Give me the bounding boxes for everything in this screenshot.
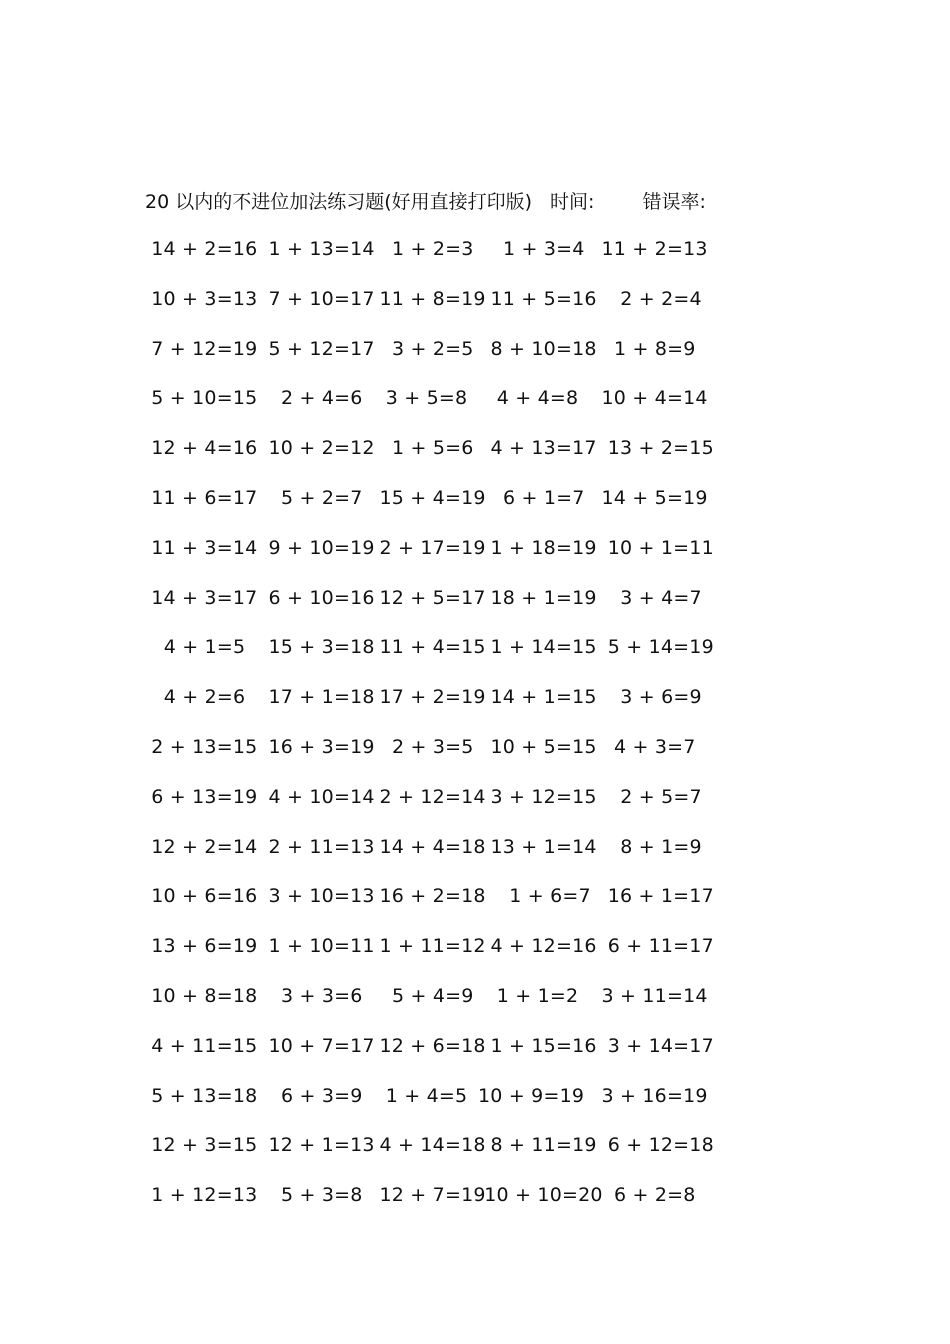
problem-row bbox=[145, 881, 714, 931]
problem-row bbox=[145, 1180, 705, 1230]
addition-problem: 10 + 4=14 bbox=[589, 387, 708, 410]
time-label: 时间: bbox=[550, 190, 595, 213]
addition-problem: 11 + 2=13 bbox=[589, 238, 708, 260]
addition-problem: 5 + 10=15 bbox=[145, 387, 258, 410]
addition-problem: 3 + 16=19 bbox=[589, 1084, 708, 1107]
addition-problem: 3 + 5=8 bbox=[367, 387, 468, 410]
addition-problem: 12 + 1=13 bbox=[256, 1134, 375, 1157]
problem-row bbox=[145, 632, 714, 682]
addition-problem: 10 + 1=11 bbox=[589, 536, 714, 559]
addition-problem: 15 + 3=18 bbox=[256, 636, 375, 659]
addition-problem: 13 + 2=15 bbox=[589, 437, 714, 460]
addition-problem: 16 + 3=19 bbox=[256, 735, 375, 758]
addition-problem: 16 + 2=18 bbox=[367, 885, 486, 908]
addition-problem: 1 + 3=4 bbox=[478, 238, 585, 260]
addition-problem: 1 + 14=15 bbox=[478, 636, 597, 659]
addition-problem: 1 + 8=9 bbox=[589, 337, 696, 360]
problem-row bbox=[145, 383, 708, 433]
addition-problem: 2 + 13=15 bbox=[145, 735, 258, 758]
addition-problem: 5 + 2=7 bbox=[256, 486, 363, 509]
addition-problem: 4 + 1=5 bbox=[145, 636, 246, 659]
addition-problem: 6 + 12=18 bbox=[589, 1134, 714, 1157]
addition-problem: 4 + 10=14 bbox=[256, 785, 375, 808]
addition-problem: 14 + 3=17 bbox=[145, 586, 258, 609]
addition-problem: 2 + 11=13 bbox=[256, 835, 375, 858]
addition-problem: 4 + 12=16 bbox=[478, 935, 597, 958]
addition-problem: 8 + 1=9 bbox=[589, 835, 702, 858]
addition-problem: 10 + 7=17 bbox=[256, 1034, 375, 1057]
addition-problem: 1 + 2=3 bbox=[367, 238, 474, 260]
addition-problem: 6 + 3=9 bbox=[256, 1084, 363, 1107]
problem-row bbox=[145, 583, 705, 633]
addition-problem: 5 + 3=8 bbox=[256, 1184, 363, 1207]
worksheet-header bbox=[145, 186, 706, 214]
addition-problem: 3 + 11=14 bbox=[589, 984, 708, 1007]
problem-row bbox=[145, 1081, 708, 1131]
addition-problem: 3 + 14=17 bbox=[589, 1034, 714, 1057]
addition-problem: 6 + 13=19 bbox=[145, 785, 258, 808]
addition-problem: 12 + 5=17 bbox=[367, 586, 486, 609]
problem-row bbox=[145, 782, 705, 832]
addition-problem: 6 + 11=17 bbox=[589, 935, 714, 958]
error-rate-label: 错误率: bbox=[642, 190, 706, 213]
addition-problem: 16 + 1=17 bbox=[589, 885, 714, 908]
problem-row bbox=[145, 483, 708, 533]
addition-problem: 10 + 9=19 bbox=[478, 1084, 585, 1107]
addition-problem: 3 + 3=6 bbox=[256, 984, 363, 1007]
addition-problem: 1 + 18=19 bbox=[478, 536, 597, 559]
addition-problem: 15 + 4=19 bbox=[367, 486, 486, 509]
worksheet-title: 20 以内的不进位加法练习题(好用直接打印版) bbox=[145, 190, 533, 213]
problem-row bbox=[145, 284, 705, 334]
addition-problem: 3 + 2=5 bbox=[367, 337, 474, 360]
addition-problem: 17 + 1=18 bbox=[256, 686, 375, 709]
addition-problem: 6 + 2=8 bbox=[589, 1184, 696, 1207]
problem-row bbox=[145, 234, 708, 284]
problem-row bbox=[145, 732, 705, 782]
addition-problem: 11 + 5=16 bbox=[478, 287, 597, 310]
addition-problem: 3 + 10=13 bbox=[256, 885, 375, 908]
addition-problem: 10 + 10=20 bbox=[478, 1184, 603, 1207]
addition-problem: 10 + 8=18 bbox=[145, 984, 258, 1007]
addition-problem: 5 + 14=19 bbox=[589, 636, 714, 659]
problem-row bbox=[145, 682, 705, 732]
problem-grid bbox=[145, 234, 714, 1230]
addition-problem: 1 + 15=16 bbox=[478, 1034, 597, 1057]
addition-problem: 11 + 3=14 bbox=[145, 536, 258, 559]
addition-problem: 4 + 3=7 bbox=[589, 735, 696, 758]
addition-problem: 11 + 6=17 bbox=[145, 486, 258, 509]
addition-problem: 1 + 4=5 bbox=[367, 1084, 468, 1107]
addition-problem: 1 + 13=14 bbox=[256, 238, 375, 260]
addition-problem: 8 + 10=18 bbox=[478, 337, 597, 360]
addition-problem: 6 + 10=16 bbox=[256, 586, 375, 609]
problem-row bbox=[145, 334, 705, 384]
addition-problem: 18 + 1=19 bbox=[478, 586, 597, 609]
addition-problem: 1 + 5=6 bbox=[367, 437, 474, 460]
addition-problem: 7 + 12=19 bbox=[145, 337, 258, 360]
addition-problem: 1 + 10=11 bbox=[256, 935, 375, 958]
addition-problem: 10 + 6=16 bbox=[145, 885, 258, 908]
addition-problem: 13 + 1=14 bbox=[478, 835, 597, 858]
addition-problem: 12 + 2=14 bbox=[145, 835, 258, 858]
addition-problem: 1 + 12=13 bbox=[145, 1184, 258, 1207]
problem-row bbox=[145, 1031, 714, 1081]
addition-problem: 12 + 7=19 bbox=[367, 1184, 486, 1207]
addition-problem: 7 + 10=17 bbox=[256, 287, 375, 310]
addition-problem: 12 + 3=15 bbox=[145, 1134, 258, 1157]
addition-problem: 11 + 8=19 bbox=[367, 287, 486, 310]
addition-problem: 4 + 11=15 bbox=[145, 1034, 258, 1057]
addition-problem: 2 + 17=19 bbox=[367, 536, 486, 559]
problem-row bbox=[145, 433, 714, 483]
addition-problem: 4 + 2=6 bbox=[145, 686, 246, 709]
addition-problem: 2 + 5=7 bbox=[589, 785, 702, 808]
addition-problem: 2 + 4=6 bbox=[256, 387, 363, 410]
addition-problem: 14 + 4=18 bbox=[367, 835, 486, 858]
addition-problem: 5 + 4=9 bbox=[367, 984, 474, 1007]
addition-problem: 12 + 6=18 bbox=[367, 1034, 486, 1057]
addition-problem: 2 + 2=4 bbox=[589, 287, 702, 310]
addition-problem: 13 + 6=19 bbox=[145, 935, 258, 958]
addition-problem: 14 + 2=16 bbox=[145, 238, 258, 260]
addition-problem: 1 + 6=7 bbox=[478, 885, 591, 908]
addition-problem: 14 + 1=15 bbox=[478, 686, 597, 709]
addition-problem: 2 + 12=14 bbox=[367, 785, 486, 808]
addition-problem: 4 + 14=18 bbox=[367, 1134, 486, 1157]
problem-row bbox=[145, 931, 714, 981]
addition-problem: 4 + 13=17 bbox=[478, 437, 597, 460]
addition-problem: 5 + 13=18 bbox=[145, 1084, 258, 1107]
addition-problem: 1 + 11=12 bbox=[367, 935, 486, 958]
addition-problem: 9 + 10=19 bbox=[256, 536, 375, 559]
problem-row bbox=[145, 832, 705, 882]
addition-problem: 10 + 5=15 bbox=[478, 735, 597, 758]
addition-problem: 3 + 4=7 bbox=[589, 586, 702, 609]
addition-problem: 3 + 12=15 bbox=[478, 785, 597, 808]
addition-problem: 3 + 6=9 bbox=[589, 686, 702, 709]
addition-problem: 1 + 1=2 bbox=[478, 984, 579, 1007]
addition-problem: 17 + 2=19 bbox=[367, 686, 486, 709]
addition-problem: 2 + 3=5 bbox=[367, 735, 474, 758]
addition-problem: 10 + 2=12 bbox=[256, 437, 375, 460]
problem-row bbox=[145, 981, 708, 1031]
problem-row bbox=[145, 533, 714, 583]
problem-row bbox=[145, 1130, 714, 1180]
addition-problem: 10 + 3=13 bbox=[145, 287, 258, 310]
addition-problem: 8 + 11=19 bbox=[478, 1134, 597, 1157]
addition-problem: 11 + 4=15 bbox=[367, 636, 486, 659]
addition-problem: 5 + 12=17 bbox=[256, 337, 375, 360]
addition-problem: 12 + 4=16 bbox=[145, 437, 258, 460]
addition-problem: 6 + 1=7 bbox=[478, 486, 585, 509]
addition-problem: 14 + 5=19 bbox=[589, 486, 708, 509]
addition-problem: 4 + 4=8 bbox=[478, 387, 579, 410]
